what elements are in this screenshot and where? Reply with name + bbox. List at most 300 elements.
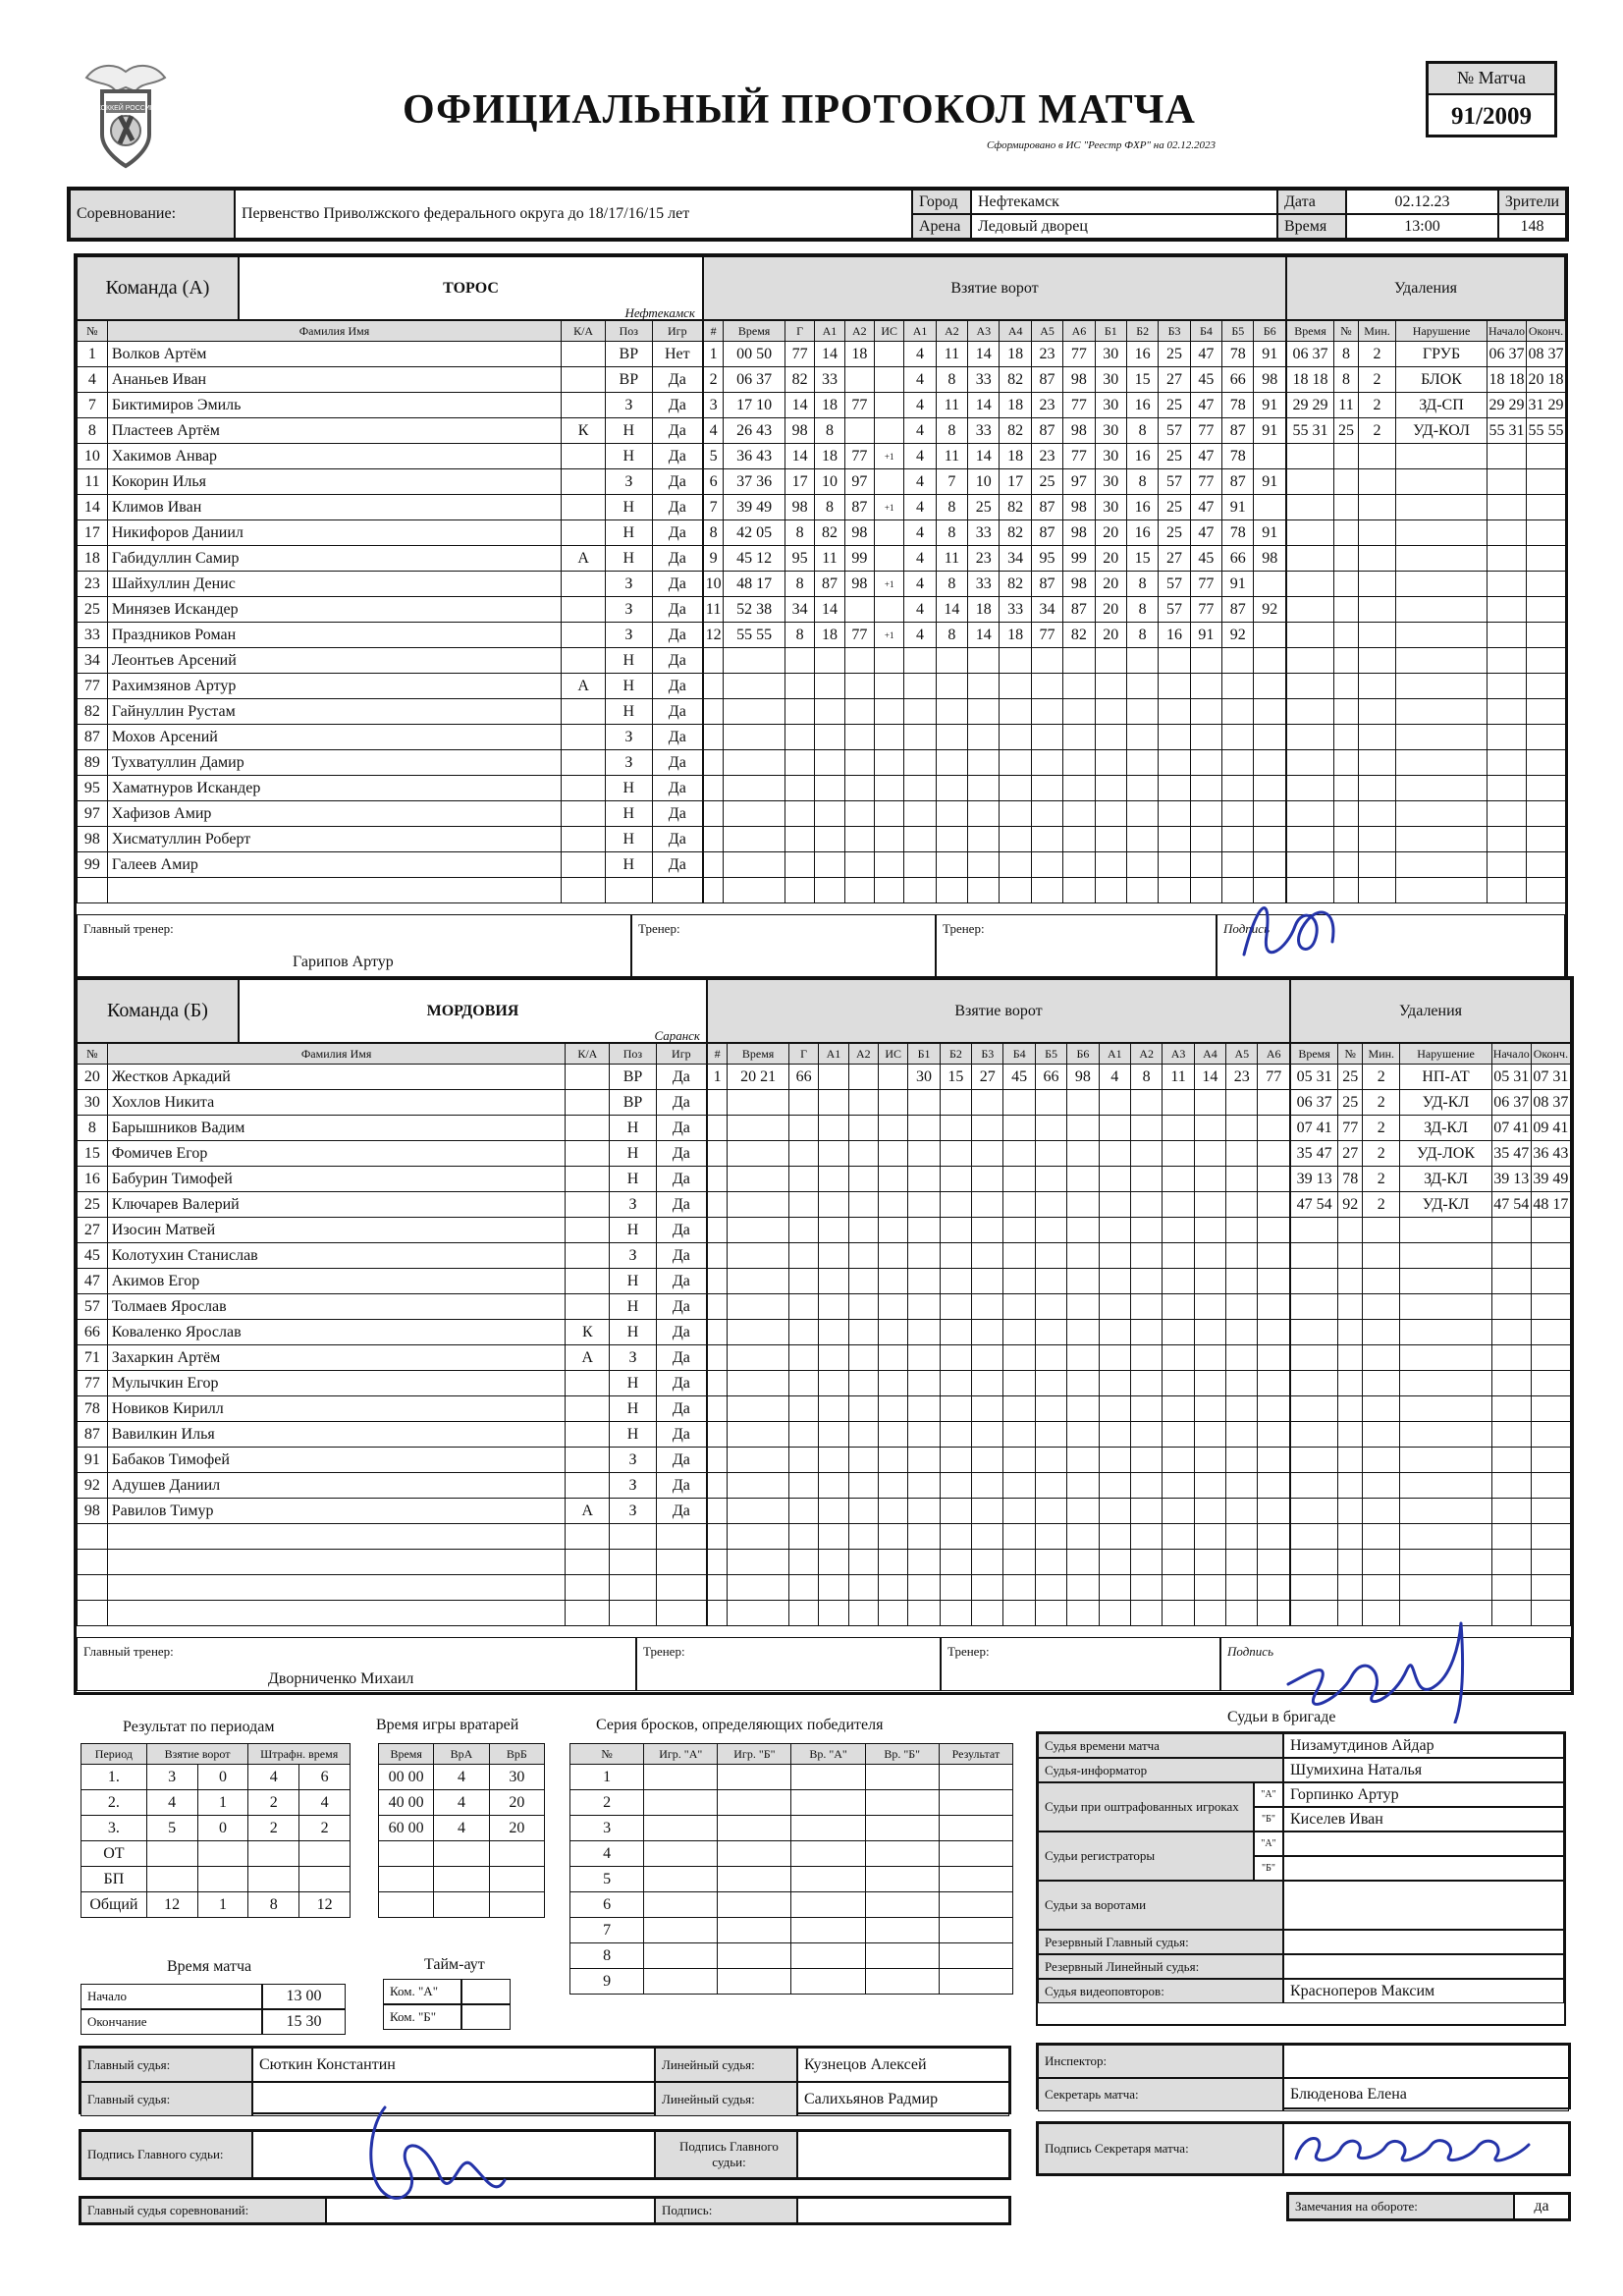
penalty-start	[1488, 801, 1527, 827]
player-row	[78, 699, 703, 725]
plus-minus-player	[940, 1269, 971, 1294]
shootout-cell	[865, 1816, 939, 1841]
goalie-time	[379, 1841, 434, 1867]
goal-time: 52 38	[724, 597, 785, 623]
plus-minus-player: 45	[1003, 1065, 1035, 1090]
plus-minus-player	[940, 1345, 971, 1371]
plus-minus-player: 23	[1031, 342, 1062, 367]
player-position: З	[610, 1499, 656, 1524]
plus-minus-player	[940, 1243, 971, 1269]
penalty-min: 2	[1363, 1116, 1400, 1141]
penalty-violation	[1396, 597, 1488, 623]
plus-minus-player	[1067, 1320, 1099, 1345]
player-row	[78, 1601, 707, 1626]
player-position: Н	[606, 827, 653, 852]
plus-minus-player	[1190, 801, 1221, 827]
plus-minus-player: 82	[1000, 572, 1031, 597]
penalty-min	[1359, 852, 1396, 878]
player-row	[78, 393, 703, 418]
plus-minus-player: 34	[1000, 546, 1031, 572]
plus-minus-player	[968, 878, 1000, 903]
shootout-cell	[791, 1867, 865, 1892]
penalty-no	[1338, 1269, 1363, 1294]
player-number: 98	[78, 1499, 108, 1524]
penalty-end: 08 37	[1531, 1090, 1570, 1116]
penalty-end: 08 37	[1527, 342, 1566, 367]
goal-a2	[848, 1167, 878, 1192]
penalty-row	[1287, 699, 1566, 725]
plus-minus-player	[1035, 1499, 1066, 1524]
penalty-time	[1287, 827, 1334, 852]
line-referee-1-label: Линейный судья:	[655, 2048, 797, 2082]
plus-minus-player	[972, 1524, 1003, 1550]
period-header: Период	[81, 1744, 147, 1765]
penalty-no	[1334, 572, 1359, 597]
goal-a2	[844, 725, 874, 750]
penalty-min: 2	[1359, 367, 1396, 393]
penalty-end	[1531, 1320, 1570, 1345]
plus-minus-player	[1067, 1167, 1099, 1192]
penalty-header-cell: Нарушение	[1396, 321, 1488, 342]
goal-no: 1	[708, 1065, 728, 1090]
plus-minus-player	[1194, 1192, 1225, 1218]
plus-minus-player: 66	[1222, 367, 1254, 393]
period-pa	[248, 1841, 299, 1867]
shootout-cell	[791, 1969, 865, 1995]
player-number	[78, 1601, 108, 1626]
penalty-no: 77	[1338, 1116, 1363, 1141]
goal-no	[708, 1243, 728, 1269]
plus-minus-player	[1095, 674, 1126, 699]
plus-minus-header-cell: А2	[936, 321, 967, 342]
penalty-violation	[1400, 1473, 1491, 1499]
goal-row	[704, 776, 1286, 801]
plus-minus-player	[1130, 1422, 1162, 1448]
plus-minus-player	[1222, 750, 1254, 776]
penalty-row	[1291, 1269, 1571, 1294]
penalty-end	[1531, 1473, 1570, 1499]
penalty-time	[1287, 699, 1334, 725]
plus-minus-player	[972, 1345, 1003, 1371]
goal-a1	[819, 1448, 848, 1473]
goal-is	[879, 1575, 908, 1601]
plus-minus-player	[1063, 674, 1095, 699]
player-played: Да	[652, 750, 702, 776]
penalty-end	[1527, 878, 1566, 903]
goal-g: 66	[788, 1065, 818, 1090]
penalty-time	[1287, 597, 1334, 623]
goal-a2	[848, 1192, 878, 1218]
plus-minus-header-cell: Б2	[940, 1044, 971, 1065]
penalty-row	[1287, 393, 1566, 418]
plus-minus-player: 78	[1222, 393, 1254, 418]
plus-minus-player	[1099, 1371, 1130, 1396]
plus-minus-player	[972, 1371, 1003, 1396]
penalty-row	[1291, 1243, 1571, 1269]
plus-minus-player: 18	[1000, 623, 1031, 648]
plus-minus-player	[1226, 1422, 1258, 1448]
goal-a1	[815, 725, 844, 750]
goal-time	[728, 1269, 789, 1294]
plus-minus-player: 98	[1063, 367, 1095, 393]
plus-minus-player	[1194, 1269, 1225, 1294]
plus-minus-player	[1099, 1320, 1130, 1345]
plus-minus-player	[1095, 801, 1126, 827]
plus-minus-player	[1067, 1550, 1099, 1575]
plus-minus-player	[1222, 648, 1254, 674]
goal-row	[708, 1345, 1290, 1371]
penalty-end	[1527, 852, 1566, 878]
plus-minus-player	[1163, 1320, 1194, 1345]
penalty-end	[1531, 1294, 1570, 1320]
plus-minus-player	[904, 776, 936, 801]
team-b-penalties	[1290, 1043, 1571, 1626]
plus-minus-player: 8	[1126, 597, 1158, 623]
penalty-violation	[1396, 699, 1488, 725]
player-name: Ключарев Валерий	[107, 1192, 566, 1218]
goal-g	[788, 1575, 818, 1601]
plus-minus-player: 11	[936, 393, 967, 418]
goal-is	[875, 699, 904, 725]
period-period: ОТ	[81, 1841, 147, 1867]
plus-minus-player	[1031, 725, 1062, 750]
goal-time	[728, 1422, 789, 1448]
player-played: Да	[652, 725, 702, 750]
plus-minus-player	[1035, 1422, 1066, 1448]
penalty-min	[1363, 1473, 1400, 1499]
goal-a2	[844, 597, 874, 623]
goal-time: 36 43	[724, 444, 785, 469]
plus-minus-player	[1003, 1601, 1035, 1626]
player-position: Н	[610, 1371, 656, 1396]
penalty-min	[1359, 597, 1396, 623]
goal-no	[708, 1524, 728, 1550]
player-row	[78, 725, 703, 750]
penalty-start	[1488, 520, 1527, 546]
shootout-cell	[865, 1867, 939, 1892]
plus-minus-player	[1063, 725, 1095, 750]
penalty-time	[1287, 801, 1334, 827]
plus-minus-player	[972, 1448, 1003, 1473]
plus-minus-player	[1258, 1396, 1290, 1422]
plus-minus-player	[1067, 1090, 1099, 1116]
penalty-time: 35 47	[1291, 1141, 1338, 1167]
goalie-time-title: Время игры вратарей	[376, 1717, 519, 1733]
plus-minus-player	[1258, 1473, 1290, 1499]
plus-minus-player: 27	[1159, 367, 1190, 393]
plus-minus-player	[1031, 852, 1062, 878]
player-row	[78, 1473, 707, 1499]
goal-is	[875, 776, 904, 801]
penalty-row	[1291, 1550, 1571, 1575]
penalty-min	[1363, 1524, 1400, 1550]
plus-minus-player: 66	[1035, 1065, 1066, 1090]
plus-minus-player: 87	[1222, 469, 1254, 495]
player-position: ВР	[606, 367, 653, 393]
plus-minus-player	[1067, 1294, 1099, 1320]
penalty-no	[1334, 801, 1359, 827]
plus-minus-player: 11	[936, 546, 967, 572]
plus-minus-player	[1003, 1499, 1035, 1524]
goal-a2	[848, 1294, 878, 1320]
plus-minus-player	[1159, 776, 1190, 801]
player-name: Толмаев Ярослав	[107, 1294, 566, 1320]
player-number: 15	[78, 1141, 108, 1167]
plus-minus-player	[1258, 1448, 1290, 1473]
goal-time: 20 21	[728, 1065, 789, 1090]
plus-minus-player	[1194, 1090, 1225, 1116]
goal-time	[728, 1473, 789, 1499]
penalty-min: 2	[1359, 342, 1396, 367]
plus-minus-player	[1258, 1499, 1290, 1524]
penalty-no	[1338, 1371, 1363, 1396]
goal-a2	[848, 1473, 878, 1499]
goalie-b	[489, 1841, 544, 1867]
penalty-min	[1359, 725, 1396, 750]
penalty-no	[1338, 1575, 1363, 1601]
plus-minus-player	[1222, 776, 1254, 801]
registrar-a-value	[1283, 1831, 1564, 1856]
plus-minus-player	[1258, 1243, 1290, 1269]
plus-minus-player	[1163, 1116, 1194, 1141]
goal-no	[708, 1116, 728, 1141]
player-position: Н	[610, 1141, 656, 1167]
goal-time: 26 43	[724, 418, 785, 444]
goal-a1	[819, 1320, 848, 1345]
player-row	[78, 546, 703, 572]
plus-minus-player	[1254, 827, 1286, 852]
plus-minus-player	[1003, 1116, 1035, 1141]
match-time-box	[81, 1984, 346, 2035]
shootout-row	[570, 1943, 1013, 1969]
player-played: Да	[652, 674, 702, 699]
line-referee-2-name: Салихьянов Радмир	[797, 2082, 1009, 2116]
plus-minus-player	[1000, 776, 1031, 801]
player-number: 20	[78, 1065, 108, 1090]
penalty-official-b-name: Киселев Иван	[1283, 1807, 1564, 1831]
plus-minus-player: 57	[1159, 469, 1190, 495]
goal-a2	[844, 367, 874, 393]
goalie-time: 60 00	[379, 1816, 434, 1841]
plus-minus-header-cell: А4	[1000, 321, 1031, 342]
penalty-time	[1287, 725, 1334, 750]
plus-minus-player	[1226, 1192, 1258, 1218]
plus-minus-player: 91	[1254, 393, 1286, 418]
goal-a1	[819, 1371, 848, 1396]
period-gb: 1	[197, 1790, 248, 1816]
penalty-time	[1287, 572, 1334, 597]
penalty-violation	[1400, 1243, 1491, 1269]
plus-minus-header-cell: А2	[1130, 1044, 1162, 1065]
period-period: 3.	[81, 1816, 147, 1841]
plus-minus-player	[1163, 1167, 1194, 1192]
penalty-end	[1527, 546, 1566, 572]
player-captain-mark	[562, 393, 606, 418]
goal-g: 98	[784, 495, 814, 520]
goal-row	[704, 520, 1286, 546]
player-name: Хакимов Анвар	[107, 444, 561, 469]
shootout-number: 3	[570, 1816, 644, 1841]
player-captain-mark	[566, 1269, 610, 1294]
city-label: Город	[912, 190, 971, 214]
penalty-end	[1531, 1218, 1570, 1243]
player-name: Акимов Егор	[107, 1269, 566, 1294]
plus-minus-player: 95	[1031, 546, 1062, 572]
plus-minus-player	[1130, 1371, 1162, 1396]
plus-minus-player: 87	[1222, 418, 1254, 444]
plus-minus-player	[1254, 623, 1286, 648]
goal-no	[704, 776, 724, 801]
plus-minus-player	[1130, 1192, 1162, 1218]
plus-minus-player: 47	[1190, 444, 1221, 469]
penalty-time: 05 31	[1291, 1065, 1338, 1090]
registrar-b-value	[1283, 1856, 1564, 1881]
player-position: Н	[610, 1116, 656, 1141]
player-name: Ананьев Иван	[107, 367, 561, 393]
penalty-end	[1527, 776, 1566, 801]
goal-a1	[819, 1499, 848, 1524]
plus-minus-player	[908, 1396, 940, 1422]
plus-minus-player	[1190, 674, 1221, 699]
plus-minus-player	[972, 1090, 1003, 1116]
team-a-signature-mark	[1222, 884, 1360, 974]
plus-minus-player: 4	[904, 597, 936, 623]
player-played: Да	[656, 1422, 706, 1448]
goal-a1: 87	[815, 572, 844, 597]
goal-a2	[848, 1065, 878, 1090]
plus-minus-player: 87	[1031, 520, 1062, 546]
plus-minus-player: 16	[1126, 342, 1158, 367]
player-name: Никифоров Даниил	[107, 520, 561, 546]
penalty-start	[1488, 444, 1527, 469]
goal-a2: 18	[844, 342, 874, 367]
timeout-team-a-label: Ком. "А"	[383, 1979, 461, 2004]
plus-minus-player: 47	[1190, 520, 1221, 546]
penalty-end: 55 55	[1527, 418, 1566, 444]
player-name	[107, 1524, 566, 1550]
player-name: Жестков Аркадий	[107, 1065, 566, 1090]
player-captain-mark	[562, 342, 606, 367]
goal-g: 34	[784, 597, 814, 623]
roster-header-played: Игр	[656, 1044, 706, 1065]
plus-minus-player: 33	[1000, 597, 1031, 623]
goal-header-cell: ИС	[879, 1044, 908, 1065]
plus-minus-player: 4	[904, 418, 936, 444]
plus-minus-player	[940, 1371, 971, 1396]
plus-minus-player	[1003, 1192, 1035, 1218]
goal-row	[704, 852, 1286, 878]
penalty-violation	[1400, 1396, 1491, 1422]
plus-minus-header-cell: Б6	[1254, 321, 1286, 342]
goal-no: 7	[704, 495, 724, 520]
penalty-end	[1531, 1448, 1570, 1473]
goal-a2: 77	[844, 444, 874, 469]
period-pa: 2	[248, 1790, 299, 1816]
secretary-name: Блюденова Елена	[1283, 2078, 1569, 2111]
goal-g	[788, 1601, 818, 1626]
plus-minus-player: 27	[972, 1065, 1003, 1090]
penalty-row	[1287, 827, 1566, 852]
plus-minus-header-cell: А3	[968, 321, 1000, 342]
shootout-row	[570, 1816, 1013, 1841]
period-row	[81, 1816, 351, 1841]
goal-time: 37 36	[724, 469, 785, 495]
plus-minus-player	[908, 1192, 940, 1218]
player-captain-mark	[566, 1422, 610, 1448]
shootout-cell	[718, 1790, 791, 1816]
penalty-end	[1527, 469, 1566, 495]
plus-minus-player	[1258, 1294, 1290, 1320]
team-a-goals-title: Взятие ворот	[703, 256, 1286, 320]
player-position: З	[606, 623, 653, 648]
goal-a1: 18	[815, 623, 844, 648]
plus-minus-player: 78	[1222, 342, 1254, 367]
plus-minus-player	[1099, 1601, 1130, 1626]
plus-minus-player	[1003, 1550, 1035, 1575]
penalty-end	[1531, 1422, 1570, 1448]
player-position: З	[606, 469, 653, 495]
goalie-b	[489, 1892, 544, 1918]
registrars-label: Судьи регистраторы	[1038, 1831, 1254, 1881]
goal-no	[708, 1192, 728, 1218]
player-number: 33	[78, 623, 108, 648]
player-row	[78, 1167, 707, 1192]
period-gb: 1	[197, 1892, 248, 1918]
player-captain-mark	[566, 1141, 610, 1167]
player-captain-mark	[562, 827, 606, 852]
plus-minus-player	[972, 1550, 1003, 1575]
goal-a1	[819, 1345, 848, 1371]
goal-row	[704, 648, 1286, 674]
goal-g	[788, 1422, 818, 1448]
penalty-start: 35 47	[1491, 1141, 1531, 1167]
penalty-no	[1338, 1243, 1363, 1269]
goal-is	[875, 852, 904, 878]
penalty-no	[1334, 597, 1359, 623]
player-captain-mark	[566, 1473, 610, 1499]
plus-minus-header-cell: А5	[1226, 1044, 1258, 1065]
plus-minus-player	[1190, 725, 1221, 750]
goal-row	[704, 469, 1286, 495]
player-position	[610, 1575, 656, 1601]
penalty-no	[1334, 520, 1359, 546]
period-pb: 4	[299, 1790, 351, 1816]
player-position: Н	[610, 1294, 656, 1320]
penalty-no	[1334, 648, 1359, 674]
plus-minus-player: 47	[1190, 393, 1221, 418]
plus-minus-player	[908, 1269, 940, 1294]
penalty-violation	[1400, 1320, 1491, 1345]
reserve-line-referee-value	[1283, 1954, 1564, 1979]
plus-minus-player	[1163, 1090, 1194, 1116]
plus-minus-player	[1226, 1243, 1258, 1269]
goal-header-cell: Время	[724, 321, 785, 342]
plus-minus-player	[1130, 1601, 1162, 1626]
penalty-no: 8	[1334, 342, 1359, 367]
plus-minus-header-cell: Б5	[1222, 321, 1254, 342]
penalty-start	[1488, 623, 1527, 648]
player-number: 11	[78, 469, 108, 495]
player-row	[78, 469, 703, 495]
plus-minus-player	[1063, 852, 1095, 878]
goal-row	[708, 1269, 1290, 1294]
plus-minus-player	[1126, 725, 1158, 750]
plus-minus-player	[1035, 1116, 1066, 1141]
goalie-header: Время	[379, 1744, 434, 1765]
plus-minus-player	[1130, 1141, 1162, 1167]
team-b-goals	[707, 1043, 1290, 1626]
goal-no: 12	[704, 623, 724, 648]
